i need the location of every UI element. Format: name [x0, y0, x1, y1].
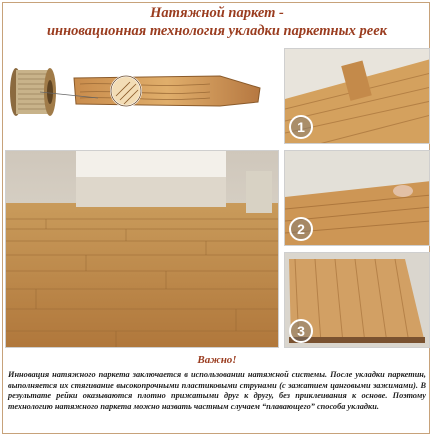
step-1-photo: [284, 48, 430, 144]
step-3-badge: 3: [289, 319, 313, 343]
description-text: Инновация натяжного паркета заключается в использовании натяжной системы. После укладки паркетин, выполняется их стягивание высокопрочными пластиковыми струнами (с зажатием цанговыми зажимами). В результате рейки оказываются плотно прижатыми друг к другу, без приклеивания к основе. Поэтому технологию натяжного паркета можно назвать частным случаем “плавающего” способа укладки.: [8, 370, 426, 411]
title-line-1: Натяжной паркет -: [150, 5, 284, 21]
step-2-badge: 2: [289, 217, 313, 241]
step-2-photo: [284, 150, 430, 246]
title-line-2: инновационная технология укладки паркетных реек: [46, 23, 388, 39]
page-title: [0, 4, 434, 40]
step-3-photo: [284, 252, 430, 348]
important-heading: Важно!: [197, 354, 237, 366]
step-1-badge: 1: [289, 115, 313, 139]
room-floor-photo: [5, 150, 279, 348]
string-pointer-line: [40, 90, 100, 100]
